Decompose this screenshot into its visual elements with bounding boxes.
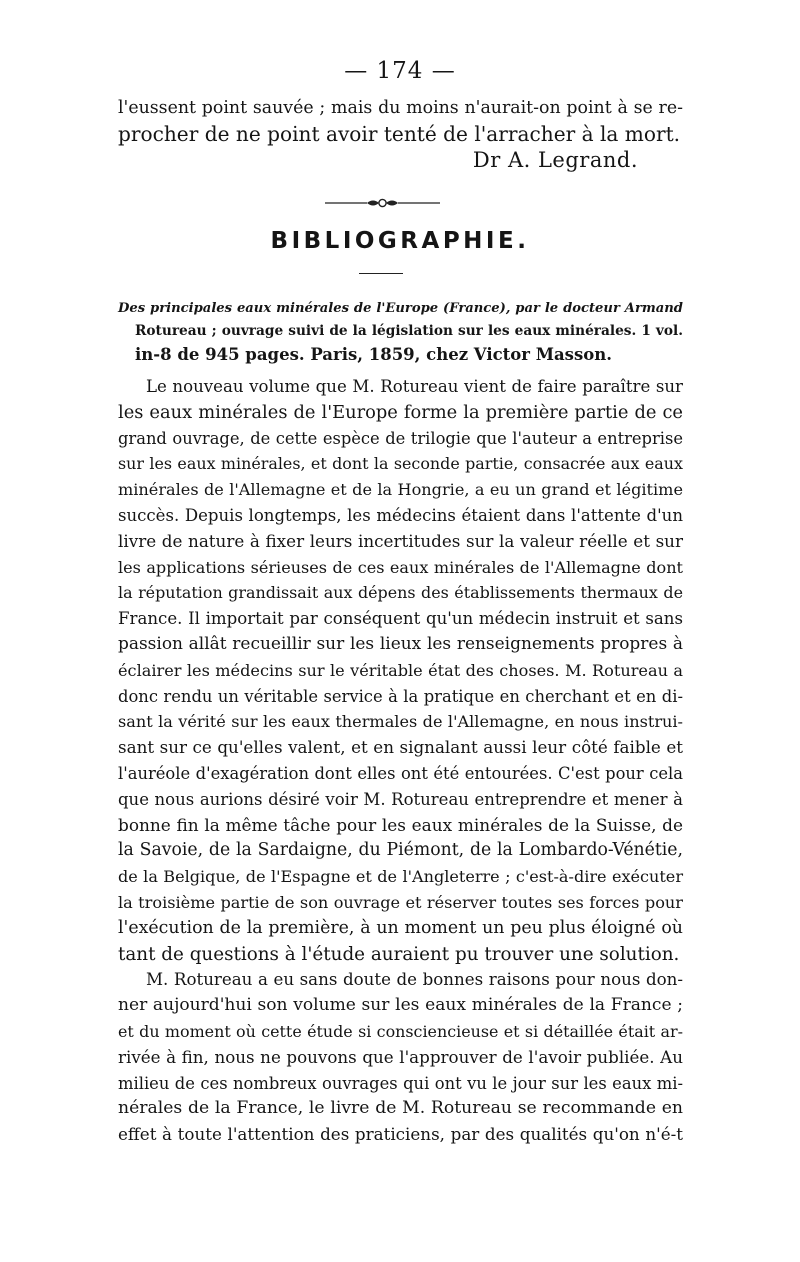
reference-line: in-8 de 945 pages. Paris, 1859, chez Victor Masson. [135,345,612,364]
text-line: la Savoie, de la Sardaigne, du Piémont, de la Lombardo-Vénétie, [118,840,683,861]
text-line: passion allât recueillir sur les lieux les renseignements propres à [118,633,683,654]
text-line: grand ouvrage, de cette espèce de trilogie que l'auteur a entreprise [118,428,683,448]
section-heading: BIBLIOGRAPHIE. [270,228,530,254]
text-line: procher de ne point avoir tenté de l'arracher à la mort. [118,121,681,146]
text-line: minérales de l'Allemagne et de la Hongrie, a eu un grand et légitime [118,480,683,500]
text-line: bonne fin la même tâche pour les eaux minérales de la Suisse, de [118,814,683,835]
text-line: succès. Depuis longtemps, les médecins étaient dans l'attente d'un [118,505,683,525]
bibliographic-reference [118,297,683,366]
text-line: ner aujourd'hui son volume sur les eaux minérales de la France ; [118,995,683,1016]
text-line: sant sur ce qu'elles valent, et en signalant aussi leur côté faible et [118,737,683,758]
text-line: sur les eaux minérales, et dont la seconde partie, consacrée aux eaux [118,454,683,474]
ornament-divider [325,196,440,210]
text-line: éclairer les médecins sur le véritable état des choses. M. Rotureau a [118,660,683,680]
text-line: les eaux minérales de l'Europe forme la première partie de ce [118,401,683,423]
reference-line: Des principales eaux minérales de l'Europe (France), par le docteur Armand [118,301,683,316]
text-line: donc rendu un véritable service à la pratique en cherchant et en di- [118,686,683,706]
text-line: nérales de la France, le livre de M. Rotureau se recommande en [118,1098,683,1119]
page-number: — 174 — [344,58,456,84]
text-line: effet à toute l'attention des praticiens, par des qualités qu'on n'é-t [118,1124,683,1145]
text-line: M. Rotureau a eu sans doute de bonnes raisons pour nous don- [146,970,683,990]
text-line: l'exécution de la première, à un moment un peu plus éloigné où [118,917,683,938]
text-line: l'eussent point sauvée ; mais du moins n'aurait-on point à se re- [118,98,683,118]
text-line: et du moment où cette étude si consciencieuse et si détaillée était ar- [118,1021,683,1041]
paragraph-1 [118,374,683,967]
heading-rule [359,273,403,274]
author-signature: Dr A. Legrand. [472,148,638,172]
text-line: livre de nature à fixer leurs incertitudes sur la valeur réelle et sur [118,530,683,551]
text-line: de la Belgique, de l'Espagne et de l'Angleterre ; c'est-à-dire exécuter [118,867,683,887]
reference-line: Rotureau ; ouvrage suivi de la législation sur les eaux minérales. 1 vol. [135,323,683,339]
text-line: Le nouveau volume que M. Rotureau vient de faire paraître sur [146,377,683,396]
text-line: l'auréole d'exagération dont elles ont été entourées. C'est pour cela [118,763,683,783]
text-line: que nous aurions désiré voir M. Rotureau entreprendre et mener à [118,789,683,809]
text-line: sant la vérité sur les eaux thermales de l'Allemagne, en nous instrui- [118,712,683,732]
text-line: milieu de ces nombreux ouvrages qui ont vu le jour sur les eaux mi- [118,1073,683,1093]
text-line: la troisième partie de son ouvrage et réserver toutes ses forces pour [118,892,683,912]
text-line: tant de questions à l'étude auraient pu trouver une solution. [118,943,680,965]
text-line: France. Il importait par conséquent qu'un médecin instruit et sans [118,609,683,629]
intro-paragraph [118,96,683,148]
paragraph-2 [118,967,683,1148]
review-body [118,374,683,1148]
text-line: les applications sérieuses de ces eaux minérales de l'Allemagne dont [118,557,683,577]
text-line: rivée à fin, nous ne pouvons que l'approuver de l'avoir publiée. Au [118,1046,683,1067]
text-line: la réputation grandissait aux dépens des établissements thermaux de [118,583,683,603]
